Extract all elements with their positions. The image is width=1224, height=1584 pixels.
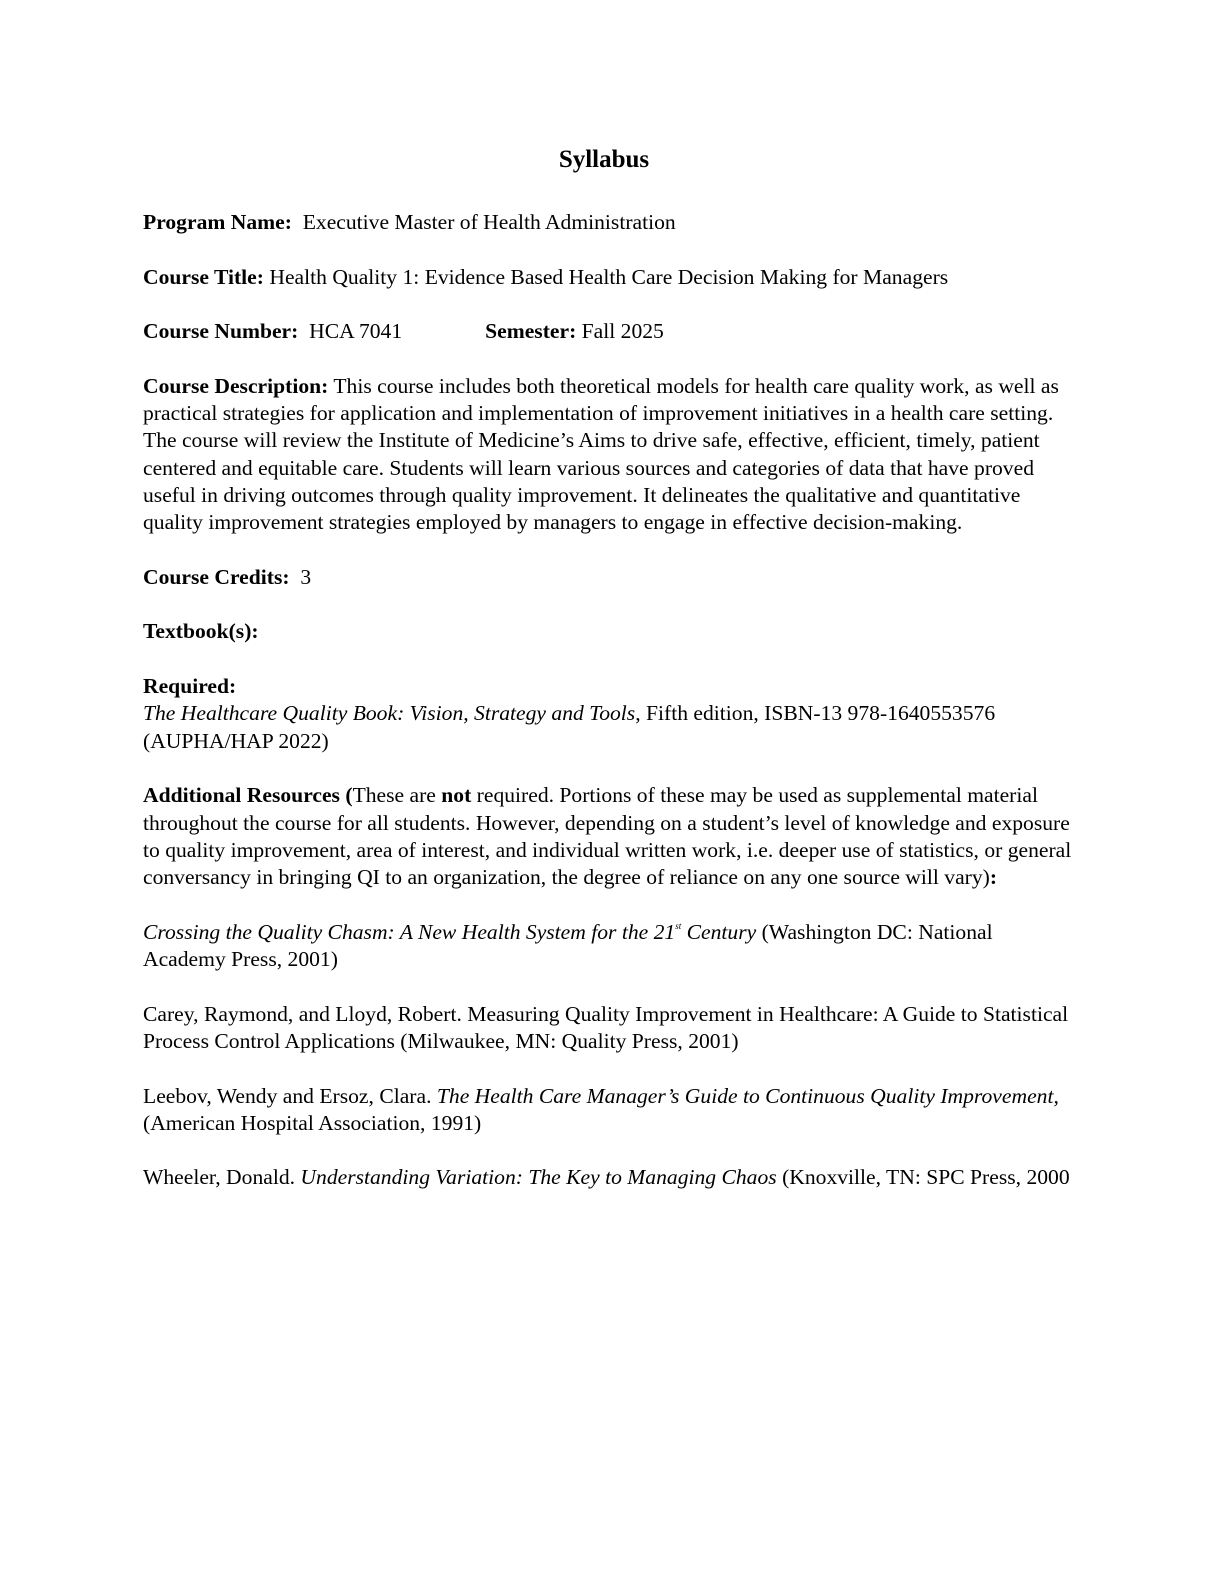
additional-resources-section bbox=[143, 782, 1078, 891]
syllabus-content bbox=[143, 209, 1078, 1219]
program-name-section bbox=[143, 209, 1078, 236]
reference-title: Understanding Variation: The Key to Managing Chaos bbox=[300, 1165, 777, 1190]
page-title: Syllabus bbox=[558, 146, 650, 173]
course-description-text: This course includes both theoretical models for health care quality work, as well as practical strategies for application and implementation of improvement initiatives in a health care setting. The course will review the Institute of Medicine’s Aims to drive safe, effective, efficient, timely, patient centered and equitable care. Students will learn various sources and categories of data that have proved useful in driving outcomes through quality improvement. It delineates the qualitative and quantitative quality improvement strategies employed by managers to engage in effective decision-making. bbox=[143, 373, 1059, 535]
course-credits-label: Course Credits: bbox=[143, 564, 290, 589]
reference-item bbox=[143, 919, 1078, 974]
required-textbook-details: , Fifth edition, ISBN-13 978-1640553576 (AUPHA/HAP 2022) bbox=[143, 701, 996, 753]
textbooks-heading-section bbox=[143, 618, 1078, 645]
additional-resources-closing: : bbox=[989, 865, 998, 890]
course-credits-value: 3 bbox=[300, 564, 312, 589]
reference-item bbox=[143, 1001, 1078, 1056]
reference-authors: Leebov, Wendy and Ersoz, Clara. bbox=[143, 1083, 437, 1108]
textbooks-heading: Textbook(s): bbox=[143, 619, 259, 644]
reference-title-part: Crossing the Quality Chasm: A New Health System for the 21 bbox=[143, 919, 676, 944]
reference-item bbox=[143, 1164, 1078, 1191]
course-title-label: Course Title: bbox=[143, 264, 264, 289]
additional-resources-text-after: required. Portions of these may be used as supplemental material throughout the course for all students. However, depending on a student’s level of knowledge and exposure to quality improvement, area of interest, and individual written work, i.e. deeper use of statistics, or general conversancy in bringing QI to an organization, the degree of reliance on any one source will vary) bbox=[143, 783, 1072, 890]
additional-resources-emphasis: not bbox=[441, 783, 472, 808]
reference-title-superscript: st bbox=[675, 920, 682, 931]
course-number-label: Course Number: bbox=[143, 319, 299, 344]
course-number-value: HCA 7041 bbox=[309, 319, 403, 344]
reference-details: (American Hospital Association, 1991) bbox=[143, 1110, 482, 1135]
required-heading-section bbox=[143, 673, 1078, 700]
reference-item bbox=[143, 1083, 1078, 1138]
reference-title-part: Century bbox=[681, 919, 757, 944]
additional-resources-text-before: These are bbox=[352, 783, 442, 808]
required-textbook-title: The Healthcare Quality Book: Vision, Strategy and Tools bbox=[143, 701, 636, 726]
reference-authors: Wheeler, Donald. bbox=[143, 1165, 301, 1190]
reference-title bbox=[143, 920, 756, 944]
program-name-value: Executive Master of Health Administration bbox=[302, 210, 676, 234]
additional-resources-heading: Additional Resources ( bbox=[143, 783, 353, 808]
course-credits-section bbox=[143, 564, 1078, 591]
reference-title: The Health Care Manager’s Guide to Continuous Quality Improvement, bbox=[436, 1083, 1059, 1108]
required-heading: Required: bbox=[143, 674, 237, 699]
semester-value: Fall 2025 bbox=[581, 319, 664, 344]
course-description-label: Course Description: bbox=[143, 373, 329, 398]
program-name-label: Program Name: bbox=[143, 210, 292, 234]
course-title-section bbox=[143, 264, 1078, 291]
reference-text: Carey, Raymond, and Lloyd, Robert. Measuring Quality Improvement in Healthcare: A Guide to Statistical Process Control Applications (Milwaukee, MN: Quality Press, 2001) bbox=[143, 1001, 1069, 1053]
semester-label: Semester: bbox=[485, 319, 577, 344]
reference-details: (Knoxville, TN: SPC Press, 2000 bbox=[776, 1165, 1070, 1190]
reference-details: (Washington DC: National Academy Press, 2001) bbox=[143, 919, 993, 972]
required-textbook bbox=[143, 700, 1078, 755]
course-description-section bbox=[143, 373, 1078, 537]
course-number-section bbox=[143, 318, 1078, 345]
course-title-value: Health Quality 1: Evidence Based Health Care Decision Making for Managers bbox=[269, 264, 949, 289]
